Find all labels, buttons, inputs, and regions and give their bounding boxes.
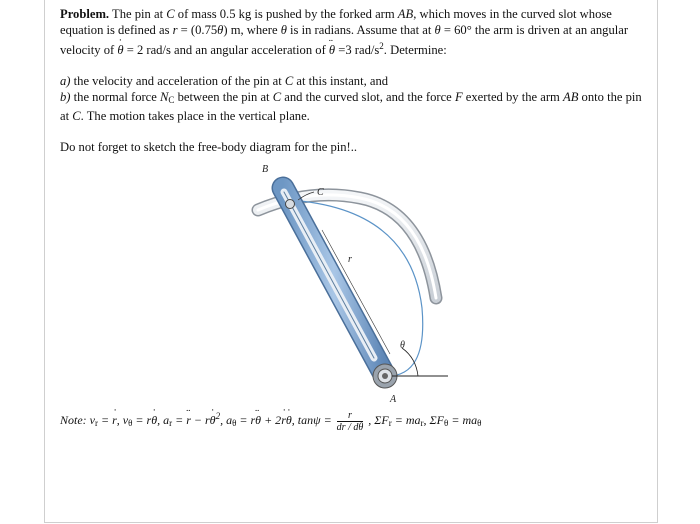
part-b-tag: b) (60, 90, 71, 104)
pin-c-var: C (272, 90, 282, 104)
formula-sep: , Σ (423, 413, 437, 427)
label-a: A (390, 394, 397, 402)
text-run: exerted by the arm (462, 90, 563, 104)
subscript: θ (477, 418, 482, 428)
subscript: r (388, 418, 392, 428)
formula-sep: , Σ (365, 413, 382, 427)
pin-c (286, 200, 295, 209)
superscript: 2 (379, 41, 384, 51)
subscript: r (420, 418, 424, 428)
formula-r: r (146, 413, 152, 427)
psi-var: ψ (313, 413, 321, 427)
formula-sep: , (116, 413, 123, 427)
text-run: between the pin at (174, 90, 273, 104)
formula-op: = (391, 413, 406, 427)
theta-ddot-var: θ ¨ (329, 42, 335, 58)
formula-f: F (436, 413, 445, 427)
text-run: = 2 rad/s and an angular acceleration of (123, 43, 329, 57)
normal-force-var: N (160, 90, 169, 104)
theta-var: θ (217, 23, 224, 37)
theta-var: θ (434, 23, 441, 37)
formula-f: F (381, 413, 389, 427)
subscript: θ (232, 418, 237, 428)
r-ddot: r ¨ (186, 412, 191, 428)
subscript: r (95, 418, 98, 428)
arm-ab-var: AB (397, 7, 414, 21)
formula-v: v (89, 413, 95, 427)
text-run: onto the pin at (60, 90, 642, 123)
fbd-reminder: Do not forget to sketch the free-body diagram for the pin!.. (60, 140, 358, 154)
text-run: at this instant, and (293, 74, 389, 88)
r-var: r (172, 23, 178, 37)
question-parts (60, 73, 646, 124)
formula-sep: , tan (291, 413, 314, 427)
text-run: and the curved slot, and the force (281, 90, 455, 104)
text-run: ) m, where (223, 23, 281, 37)
subscript: θ (128, 418, 133, 428)
force-f-var: F (454, 90, 463, 104)
theta-var: θ (280, 23, 287, 37)
problem-heading: Problem. (60, 7, 110, 21)
pin-c-var: C (284, 74, 294, 88)
formula-sep: , (220, 413, 227, 427)
label-theta: θ (400, 340, 405, 351)
r-dot: r ˙ (112, 412, 117, 428)
fraction-denominator: dr / dθ (336, 421, 364, 433)
theta-dot: θ ˙ (151, 412, 157, 428)
theta-dot: θ ˙ (286, 412, 292, 428)
text-run: the normal force (70, 90, 161, 104)
text-run: The pin at (112, 7, 167, 21)
r-dot: r ˙ (281, 412, 286, 428)
tan-psi-fraction (337, 410, 364, 433)
pin-c-var: C (166, 7, 175, 21)
theta-dot-var: θ ˙ (117, 42, 123, 58)
formula-ma: ma (462, 413, 478, 427)
mechanism-figure (180, 158, 460, 402)
text-run: = (0.75 (177, 23, 218, 37)
formula-ma: ma (405, 413, 421, 427)
text-run: =3 rad/s (335, 43, 380, 57)
text-run: . The motion takes place in the vertical plane. (80, 109, 310, 123)
text-run: of mass 0.5 kg is pushed by the forked arm (174, 7, 398, 21)
formula-sep: , (157, 413, 164, 427)
formula-r: r (250, 413, 256, 427)
subscript: r (169, 418, 173, 428)
fraction-numerator: r (337, 410, 364, 422)
text-run: the velocity and acceleration of the pin at (70, 74, 285, 88)
subscript: C (168, 95, 175, 105)
problem-statement (60, 6, 646, 58)
formula-v: v (122, 413, 129, 427)
theta-dot: θ ˙ (210, 412, 216, 428)
forked-arm-ab (283, 188, 385, 376)
formula-a: a (226, 413, 233, 427)
text-run: . Determine: (383, 43, 447, 57)
note-label: Note: (60, 413, 90, 427)
pin-c-var: C (72, 109, 81, 123)
label-c: C (317, 187, 324, 198)
formula-a: a (163, 413, 170, 427)
text-run: is in radians. Assume that at (286, 23, 435, 37)
formula-op: − (190, 413, 205, 427)
formula-note (60, 408, 660, 433)
superscript: 2 (215, 411, 221, 421)
formula-op: = (132, 413, 147, 427)
formula-op: = (236, 413, 251, 427)
part-a-tag: a) (60, 74, 71, 88)
formula-op: = (172, 413, 187, 427)
formula-op: = (98, 413, 113, 427)
text-run: , which moves in the curved slot whose equation is defined as (60, 7, 612, 37)
theta-ddot: θ ¨ (255, 412, 261, 428)
text-run: = 60° the arm is driven at an angular velocity of (60, 23, 629, 57)
formula-op: = (320, 413, 335, 427)
label-b: B (262, 164, 269, 175)
formula-r: r (205, 413, 210, 427)
label-r: r (348, 254, 352, 265)
subscript: θ (444, 418, 449, 428)
arm-ab-var: AB (563, 90, 579, 104)
formula-op: = (448, 413, 463, 427)
formula-op: + 2 (261, 413, 282, 427)
